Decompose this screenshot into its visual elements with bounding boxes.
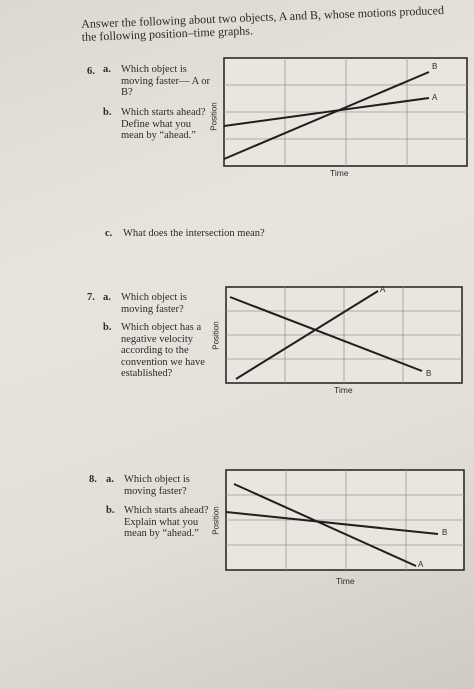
graph-6-label-a: A <box>432 93 438 102</box>
instructions-text: Answer the following about two objects, A and B, whose motions produced the following position–time graphs. <box>80 3 445 44</box>
question-8b <box>106 505 216 565</box>
graph-8 <box>211 470 466 586</box>
graph-6-xlabel: Time <box>330 168 349 178</box>
question-6c-text: What does the intersection mean? <box>123 228 265 239</box>
graph-8-ylabel: Position <box>211 506 221 535</box>
question-6b <box>103 107 213 157</box>
question-8a-label: a. <box>106 474 114 485</box>
question-7b <box>103 322 213 412</box>
question-7b-text: Which object has a negative velocity according to the convention we have established? <box>121 322 205 379</box>
question-6c-label: c. <box>105 228 113 239</box>
graph-7-label-a: A <box>380 285 386 294</box>
question-8a-text: Which object is moving faster? <box>124 474 190 497</box>
graph-6 <box>209 58 469 178</box>
question-8b-text: Which starts ahead? Explain what you mean by “ahead.” <box>124 505 209 539</box>
graph-7-ylabel: Position <box>211 321 221 350</box>
question-6a <box>103 64 213 104</box>
graph-8-xlabel: Time <box>336 576 355 586</box>
question-7a-text: Which object is moving faster? <box>121 292 187 315</box>
graph-7-xlabel: Time <box>334 385 353 395</box>
question-7-number: 7. <box>87 292 95 303</box>
question-7b-label: b. <box>103 322 112 333</box>
question-7a-label: a. <box>103 292 111 303</box>
graph-6-label-b: B <box>432 62 438 71</box>
question-6c <box>105 228 355 242</box>
graph-8-label-b: B <box>442 528 448 537</box>
graph-6-svg <box>224 58 469 168</box>
question-8b-label: b. <box>106 505 115 516</box>
graph-6-ylabel: Position <box>209 102 219 131</box>
question-6a-text: Which object is moving faster— A or B? <box>121 64 210 98</box>
graph-7-label-b: B <box>426 369 432 378</box>
question-6b-label: b. <box>103 107 112 118</box>
question-6-number: 6. <box>87 66 95 77</box>
question-8-number: 8. <box>89 474 97 485</box>
question-6b-text: Which starts ahead? Define what you mean by “ahead.” <box>121 107 206 141</box>
question-8a <box>106 474 216 500</box>
graph-8-label-a: A <box>418 560 424 569</box>
question-7a <box>103 292 213 318</box>
graph-8-svg <box>226 470 466 572</box>
graph-7 <box>211 285 464 395</box>
question-6a-label: a. <box>103 64 111 75</box>
